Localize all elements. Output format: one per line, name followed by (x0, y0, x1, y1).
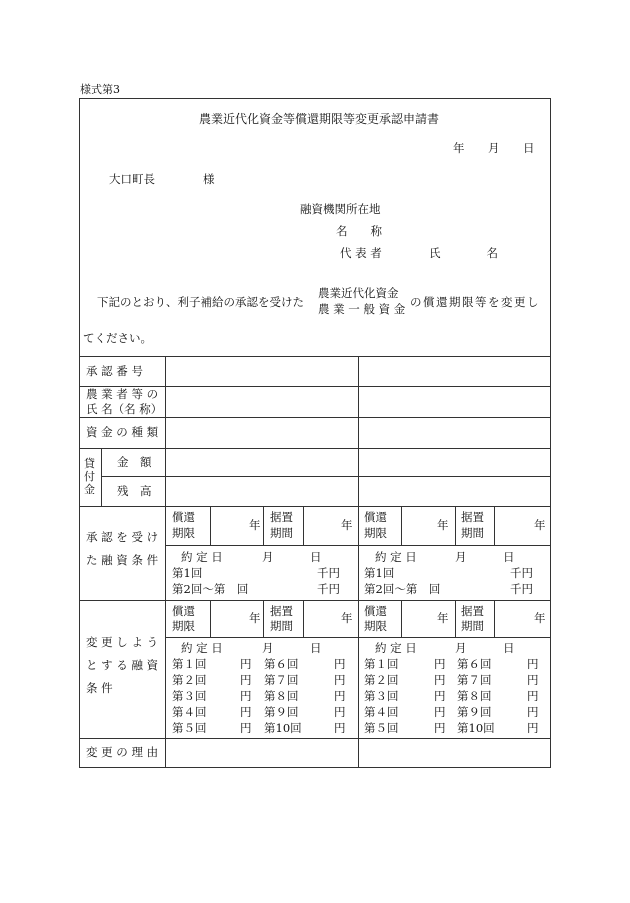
label-approval-number: 承 認 番 号 (86, 364, 143, 378)
repay-year: 年 (249, 518, 261, 532)
repay-label-2: 期限 (172, 619, 195, 633)
installment-label: 第１回 (364, 657, 399, 671)
installment-label: 第10回 (457, 721, 495, 735)
repay-label-1: 償還 (172, 510, 195, 524)
label-approved-2: た 融 資 条 件 (86, 553, 159, 567)
label-amount: 金 額 (117, 455, 152, 469)
defer-label-2: 期間 (461, 526, 484, 540)
body-suffix: の償還期限等を変更し (410, 295, 540, 309)
installment-label: 第２回 (364, 673, 399, 687)
agreed-date-label: 約 定 日 (181, 641, 223, 655)
yen-unit: 円 (334, 689, 346, 703)
installment-label: 第７回 (264, 673, 299, 687)
table-line (79, 600, 551, 601)
installment-label: 第３回 (172, 689, 207, 703)
installment-label: 第８回 (264, 689, 299, 703)
defer-label-1: 据置 (270, 604, 293, 618)
yen-unit: 円 (434, 721, 446, 735)
yen-unit: 円 (240, 705, 252, 719)
label-farmer-name-2: 氏 名（名 称） (86, 402, 163, 416)
yen-unit: 円 (434, 705, 446, 719)
installment-second-range: 第2回〜第 回 (172, 582, 249, 596)
installment-first: 第1回 (364, 566, 395, 580)
label-loan: 貸付金 (84, 457, 95, 496)
installment-label: 第９回 (457, 705, 492, 719)
installment-label: 第３回 (364, 689, 399, 703)
installment-label: 第１回 (172, 657, 207, 671)
addressee-name: 大口町長 (109, 172, 155, 186)
table-line (210, 600, 211, 637)
yen-unit: 円 (240, 657, 252, 671)
installment-second-range: 第2回〜第 回 (364, 582, 441, 596)
table-line (165, 356, 166, 767)
table-line (79, 356, 551, 357)
repay-label-2: 期限 (172, 526, 195, 540)
table-line (303, 506, 304, 545)
table-line (494, 506, 495, 545)
agreed-day: 日 (310, 550, 322, 564)
installment-second-unit: 千円 (317, 582, 340, 596)
yen-unit: 円 (334, 705, 346, 719)
installment-label: 第２回 (172, 673, 207, 687)
form-number: 様式第3 (80, 83, 120, 96)
form-border-left (79, 98, 80, 768)
table-line (455, 600, 456, 637)
date-day: 日 (523, 141, 535, 155)
table-line (455, 506, 456, 545)
yen-unit: 円 (334, 657, 346, 671)
repay-label-1: 償還 (364, 510, 387, 524)
yen-unit: 円 (334, 673, 346, 687)
agreed-month: 月 (455, 550, 467, 564)
label-reason: 変 更 の 理 由 (86, 745, 159, 759)
agreed-month: 月 (262, 550, 274, 564)
table-line (494, 600, 495, 637)
yen-unit: 円 (527, 705, 539, 719)
agreed-day: 日 (503, 641, 515, 655)
agreed-month: 月 (455, 641, 467, 655)
installment-first-unit: 千円 (317, 566, 340, 580)
applicant-name-label: 名 称 (336, 224, 382, 238)
installment-label: 第６回 (457, 657, 492, 671)
yen-unit: 円 (434, 673, 446, 687)
defer-year: 年 (341, 611, 353, 625)
agreed-day: 日 (310, 641, 322, 655)
table-line (79, 417, 551, 418)
table-line (263, 506, 264, 545)
body-fund-b: 農 業 一 般 資 金 (318, 302, 406, 316)
agreed-day: 日 (503, 550, 515, 564)
installment-first: 第1回 (172, 566, 203, 580)
defer-label-1: 据置 (270, 510, 293, 524)
addressee-honorific: 様 (203, 172, 215, 186)
installment-label: 第10回 (264, 721, 302, 735)
installment-label: 第５回 (364, 721, 399, 735)
yen-unit: 円 (434, 689, 446, 703)
applicant-rep-label: 代 表 者 (340, 246, 382, 260)
table-line (401, 506, 402, 545)
body-fund-a: 農業近代化資金 (318, 286, 399, 300)
table-line (263, 600, 264, 637)
form-title: 農業近代化資金等償還期限等変更承認申請書 (199, 112, 440, 126)
yen-unit: 円 (527, 657, 539, 671)
defer-label-2: 期間 (461, 619, 484, 633)
label-farmer-name-1: 農 業 者 等 の (86, 387, 159, 401)
yen-unit: 円 (434, 657, 446, 671)
agreed-date-label: 約 定 日 (181, 550, 223, 564)
date-month: 月 (488, 141, 500, 155)
yen-unit: 円 (240, 673, 252, 687)
applicant-address-label: 融資機関所在地 (300, 202, 381, 216)
repay-year: 年 (437, 611, 449, 625)
table-line (101, 448, 102, 506)
table-line (79, 448, 551, 449)
table-line (358, 356, 359, 767)
label-change-2: と す る 融 資 (86, 658, 159, 672)
yen-unit: 円 (527, 689, 539, 703)
defer-label-2: 期間 (270, 619, 293, 633)
yen-unit: 円 (240, 721, 252, 735)
body-line2: てください。 (83, 331, 152, 345)
defer-label-1: 据置 (461, 604, 484, 618)
repay-label-2: 期限 (364, 619, 387, 633)
defer-year: 年 (534, 518, 546, 532)
yen-unit: 円 (527, 673, 539, 687)
agreed-month: 月 (262, 641, 274, 655)
table-line (79, 506, 551, 507)
repay-year: 年 (249, 611, 261, 625)
installment-label: 第７回 (457, 673, 492, 687)
repay-label-1: 償還 (172, 604, 195, 618)
yen-unit: 円 (334, 721, 346, 735)
form-border-top (79, 98, 551, 99)
label-balance: 残 高 (117, 484, 152, 498)
form-border-right (550, 98, 551, 768)
label-change-3: 条 件 (86, 681, 113, 695)
table-line (101, 476, 551, 477)
date-year: 年 (453, 141, 465, 155)
installment-label: 第４回 (172, 705, 207, 719)
label-change-1: 変 更 し よ う (86, 635, 159, 649)
agreed-date-label: 約 定 日 (375, 641, 417, 655)
yen-unit: 円 (240, 689, 252, 703)
agreed-date-label: 約 定 日 (375, 550, 417, 564)
installment-label: 第８回 (457, 689, 492, 703)
table-line (210, 506, 211, 545)
defer-year: 年 (534, 611, 546, 625)
defer-label-1: 据置 (461, 510, 484, 524)
label-fund-type: 資 金 の 種 類 (86, 425, 159, 439)
repay-label-2: 期限 (364, 526, 387, 540)
installment-label: 第４回 (364, 705, 399, 719)
body-prefix: 下記のとおり、利子補給の承認を受けた (97, 295, 304, 309)
installment-label: 第９回 (264, 705, 299, 719)
table-line (79, 767, 551, 768)
installment-first-unit: 千円 (510, 566, 533, 580)
yen-unit: 円 (527, 721, 539, 735)
table-line (303, 600, 304, 637)
label-approved-1: 承 認 を 受 け (86, 530, 159, 544)
installment-second-unit: 千円 (510, 582, 533, 596)
table-line (79, 738, 551, 739)
applicant-rep-name-label: 氏 名 (429, 246, 498, 260)
defer-year: 年 (341, 518, 353, 532)
repay-label-1: 償還 (364, 604, 387, 618)
repay-year: 年 (437, 518, 449, 532)
installment-label: 第６回 (264, 657, 299, 671)
installment-label: 第５回 (172, 721, 207, 735)
defer-label-2: 期間 (270, 526, 293, 540)
table-line (401, 600, 402, 637)
